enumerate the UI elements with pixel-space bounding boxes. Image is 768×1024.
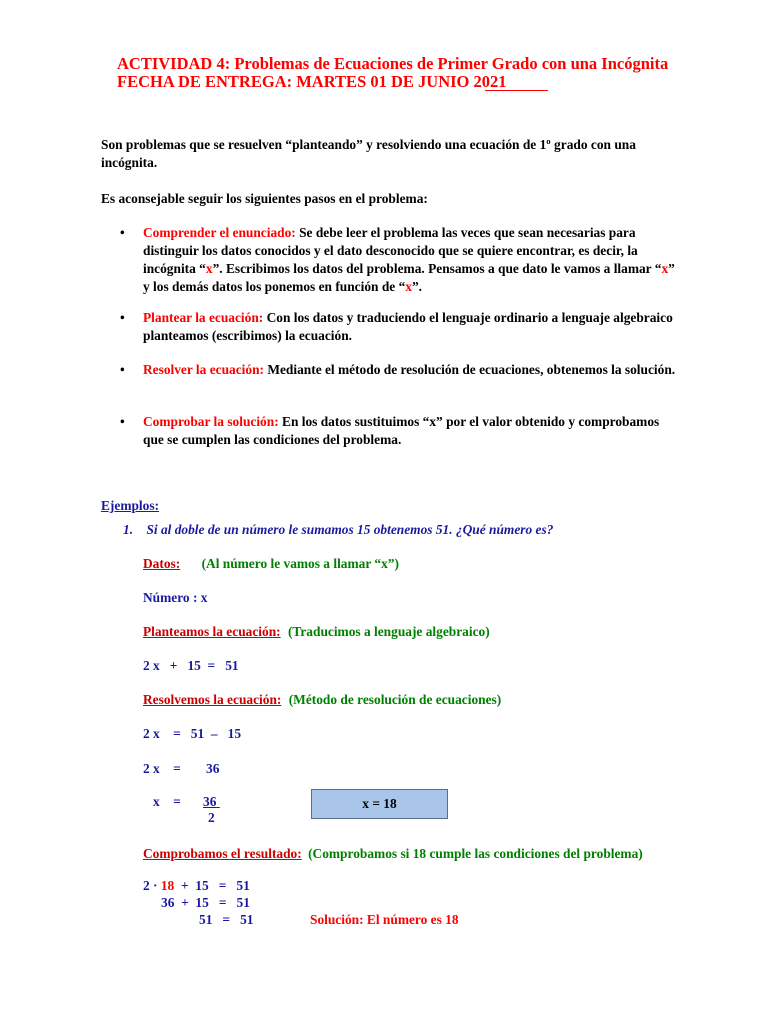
step-body: ” y los demás datos los ponemos en función de “ — [143, 261, 675, 294]
comprobar-label: Comprobamos el resultado: — [143, 846, 302, 861]
check-line-1 — [143, 878, 250, 894]
step-body: En los datos sustituimos “x” por el valor obtenido y comprobamos que se cumplen las condiciones del problema. — [143, 414, 660, 447]
equation: 2 x + 15 = 51 — [143, 658, 239, 673]
check-line-1-a: 2 · — [143, 878, 161, 893]
bullet: • — [120, 362, 125, 377]
due-date: FECHA DE ENTREGA: MARTES 01 DE JUNIO 2021 — [117, 72, 507, 91]
fraction-numerator — [203, 794, 220, 810]
step-label: Plantear la ecuación: — [143, 310, 264, 325]
step-label: Resolver la ecuación: — [143, 362, 264, 377]
step-body: ”. — [411, 279, 423, 294]
result-text: x = 18 — [362, 796, 397, 811]
examples-heading: Ejemplos: — [101, 498, 160, 513]
numero-line: Número : x — [143, 590, 208, 605]
check-line-1-c: + 15 = 51 — [174, 878, 250, 893]
step-text — [143, 361, 683, 379]
step-label: Comprobar la solución: — [143, 414, 279, 429]
intro-paragraph: Son problemas que se resuelven “planteando” y resolviendo una ecuación de 1º grado con una incógnita. — [101, 137, 636, 170]
step-text — [143, 309, 683, 345]
variable-x: x — [205, 261, 213, 276]
solve-step-3-lhs: x = — [153, 794, 181, 809]
step-text — [143, 224, 683, 296]
problem-statement — [123, 522, 553, 538]
fraction-numerator-text: 36 — [203, 794, 217, 809]
check-value: 18 — [160, 878, 175, 893]
steps-intro: Es aconsejable seguir los siguientes pasos en el problema: — [101, 191, 428, 206]
resolver-line — [143, 692, 501, 708]
activity-title: ACTIVIDAD 4: Problemas de Ecuaciones de Primer Grado con una Incógnita — [117, 54, 669, 73]
result-box — [311, 789, 448, 819]
step-label: Comprender el enunciado: — [143, 225, 296, 240]
resolver-label: Resolvemos la ecuación: — [143, 692, 282, 707]
due-date-underline — [485, 90, 548, 91]
variable-x: x — [405, 279, 412, 294]
plantear-label: Planteamos la ecuación: — [143, 624, 281, 639]
step-body: Se debe leer el problema las veces que sean necesarias para distinguir los datos conocidos y el dato desconocido que se quiere encontrar, es decir, la incógnita “ — [143, 225, 638, 276]
problem-number: 1. — [123, 522, 134, 537]
check-line-2: 36 + 15 = 51 — [161, 895, 250, 910]
bullet: • — [120, 414, 125, 429]
bullet: • — [120, 310, 125, 325]
step-body: ”. Escribimos los datos del problema. Pensamos a que dato le vamos a llamar “ — [212, 261, 662, 276]
datos-line — [143, 556, 399, 572]
plantear-note: (Traducimos a lenguaje algebraico) — [287, 624, 490, 639]
variable-x: x — [661, 261, 669, 276]
problem-text: Si al doble de un número le sumamos 15 obtenemos 51. ¿Qué número es? — [146, 522, 554, 537]
check-line-3: 51 = 51 — [199, 912, 254, 927]
plantear-line — [143, 624, 490, 640]
comprobar-line — [143, 846, 643, 862]
step-text — [143, 413, 683, 449]
bullet: • — [120, 225, 125, 240]
solution-text: Solución: El número es 18 — [310, 912, 459, 927]
solve-step-1: 2 x = 51 – 15 — [143, 726, 242, 741]
datos-note: (Al número le vamos a llamar “x”) — [201, 556, 399, 571]
solve-step-2-rhs: 36 — [206, 761, 220, 776]
comprobar-note: (Comprobamos si 18 cumple las condiciones del problema) — [308, 846, 643, 861]
step-body: Mediante el método de resolución de ecuaciones, obtenemos la solución. — [264, 362, 676, 377]
fraction-denominator: 2 — [208, 810, 215, 825]
step-body: Con los datos y traduciendo el lenguaje ordinario a lenguaje algebraico planteamos (escribimos) la ecuación. — [143, 310, 673, 343]
resolver-note: (Método de resolución de ecuaciones) — [288, 692, 502, 707]
datos-label: Datos: — [143, 556, 181, 571]
solve-step-2-lhs: 2 x = — [143, 761, 181, 776]
